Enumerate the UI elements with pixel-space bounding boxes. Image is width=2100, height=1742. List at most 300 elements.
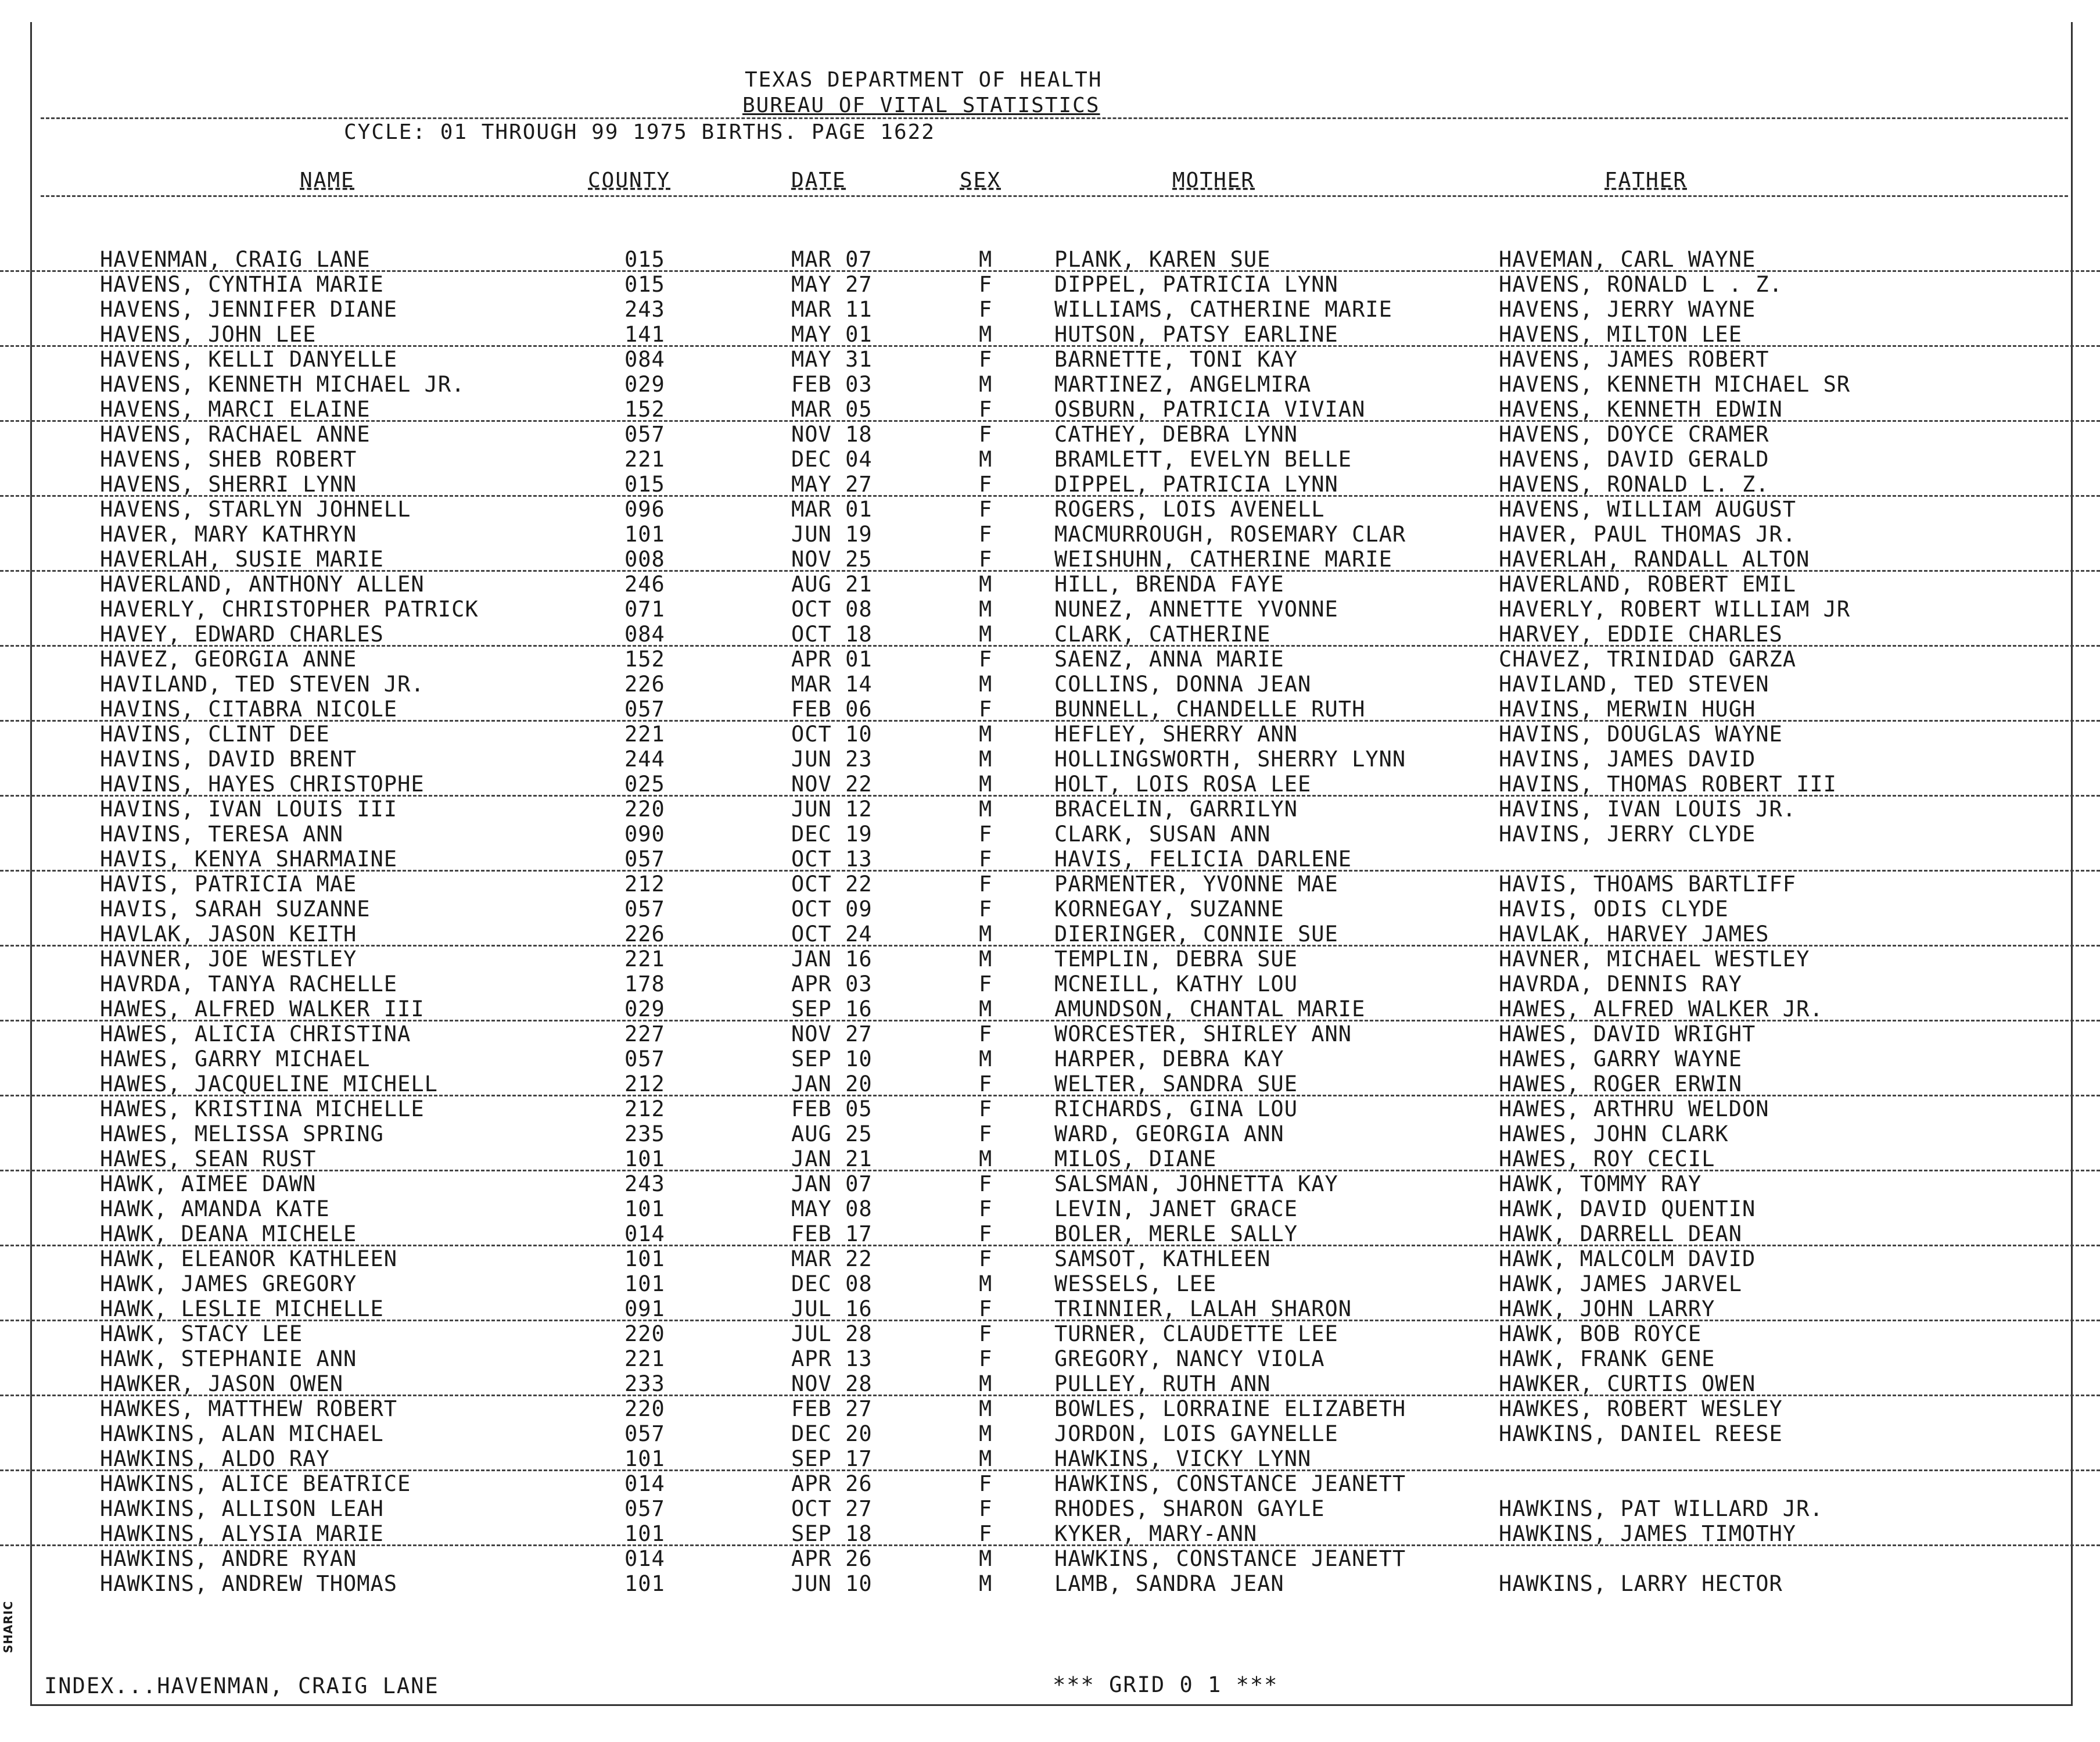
record-row bbox=[0, 997, 2100, 1021]
record-father: HARVEY, EDDIE CHARLES bbox=[1499, 622, 1783, 647]
header-rule bbox=[41, 117, 2068, 119]
record-row bbox=[0, 447, 2100, 472]
record-name: HAWKINS, ANDRE RYAN bbox=[100, 1546, 357, 1571]
record-date: APR 01 bbox=[791, 647, 873, 672]
record-name: HAWK, DEANA MICHELE bbox=[100, 1221, 357, 1246]
record-father: HAWES, ROY CECIL bbox=[1499, 1146, 1715, 1171]
record-name: HAWK, JAMES GREGORY bbox=[100, 1271, 357, 1296]
record-father: HAVENS, JERRY WAYNE bbox=[1499, 297, 1756, 322]
record-sex: F bbox=[979, 872, 993, 897]
record-father: HAVILAND, TED STEVEN bbox=[1499, 672, 1769, 697]
record-name: HAVIS, SARAH SUZANNE bbox=[100, 897, 371, 922]
record-name: HAVERLY, CHRISTOPHER PATRICK bbox=[100, 597, 479, 622]
record-date: FEB 05 bbox=[791, 1096, 873, 1121]
record-sex: F bbox=[979, 1496, 993, 1521]
record-date: OCT 13 bbox=[791, 847, 873, 872]
record-father: HAVINS, MERWIN HUGH bbox=[1499, 697, 1756, 722]
record-county: 221 bbox=[624, 1346, 665, 1371]
column-header-rule bbox=[41, 195, 2068, 197]
record-mother: AMUNDSON, CHANTAL MARIE bbox=[1054, 997, 1366, 1021]
record-county: 226 bbox=[624, 922, 665, 947]
record-sex: F bbox=[979, 272, 993, 297]
record-father: HAVINS, JAMES DAVID bbox=[1499, 747, 1756, 772]
col-header-mother: MOTHER bbox=[1172, 169, 1255, 192]
record-row bbox=[0, 622, 2100, 647]
record-county: 152 bbox=[624, 647, 665, 672]
record-father: HAWK, TOMMY RAY bbox=[1499, 1171, 1702, 1196]
record-date: JUN 23 bbox=[791, 747, 873, 772]
record-sex: M bbox=[979, 747, 993, 772]
record-mother: TURNER, CLAUDETTE LEE bbox=[1054, 1321, 1338, 1346]
record-name: HAVIS, PATRICIA MAE bbox=[100, 872, 357, 897]
record-sex: F bbox=[979, 1196, 993, 1221]
record-sex: F bbox=[979, 972, 993, 997]
record-father: HAWK, FRANK GENE bbox=[1499, 1346, 1715, 1371]
record-sex: F bbox=[979, 397, 993, 422]
record-name: HAWES, SEAN RUST bbox=[100, 1146, 317, 1171]
record-sex: M bbox=[979, 1446, 993, 1471]
record-county: 084 bbox=[624, 622, 665, 647]
record-name: HAVIS, KENYA SHARMAINE bbox=[100, 847, 398, 872]
record-row bbox=[0, 272, 2100, 297]
record-father: HAWKINS, PAT WILLARD JR. bbox=[1499, 1496, 1823, 1521]
record-mother: SAENZ, ANNA MARIE bbox=[1054, 647, 1284, 672]
record-county: 212 bbox=[624, 872, 665, 897]
record-date: JUN 19 bbox=[791, 522, 873, 547]
record-date: AUG 21 bbox=[791, 572, 873, 597]
record-mother: SAMSOT, KATHLEEN bbox=[1054, 1246, 1271, 1271]
record-row bbox=[0, 1246, 2100, 1271]
record-date: OCT 18 bbox=[791, 622, 873, 647]
record-county: 220 bbox=[624, 1396, 665, 1421]
record-name: HAVENS, STARLYN JOHNELL bbox=[100, 497, 411, 522]
record-county: 057 bbox=[624, 697, 665, 722]
record-date: MAY 31 bbox=[791, 347, 873, 372]
record-county: 057 bbox=[624, 847, 665, 872]
record-row bbox=[0, 422, 2100, 447]
record-mother: DIPPEL, PATRICIA LYNN bbox=[1054, 272, 1338, 297]
record-name: HAWK, STEPHANIE ANN bbox=[100, 1346, 357, 1371]
record-row bbox=[0, 1296, 2100, 1321]
record-county: 057 bbox=[624, 1421, 665, 1446]
record-father: HAVIS, ODIS CLYDE bbox=[1499, 897, 1729, 922]
record-county: 227 bbox=[624, 1021, 665, 1046]
record-father: HAVINS, JERRY CLYDE bbox=[1499, 822, 1756, 847]
record-father: HAWK, JAMES JARVEL bbox=[1499, 1271, 1742, 1296]
record-father: HAVENS, WILLIAM AUGUST bbox=[1499, 497, 1797, 522]
record-date: OCT 22 bbox=[791, 872, 873, 897]
record-mother: HUTSON, PATSY EARLINE bbox=[1054, 322, 1338, 347]
record-row bbox=[0, 947, 2100, 972]
record-father: HAWES, JOHN CLARK bbox=[1499, 1121, 1729, 1146]
record-father: CHAVEZ, TRINIDAD GARZA bbox=[1499, 647, 1797, 672]
record-county: 015 bbox=[624, 272, 665, 297]
bureau-title: BUREAU OF VITAL STATISTICS bbox=[742, 94, 1100, 117]
record-date: SEP 10 bbox=[791, 1046, 873, 1071]
record-father: HAWK, JOHN LARRY bbox=[1499, 1296, 1715, 1321]
record-mother: DIPPEL, PATRICIA LYNN bbox=[1054, 472, 1338, 497]
record-row bbox=[0, 547, 2100, 572]
record-sex: M bbox=[979, 1571, 993, 1596]
record-row bbox=[0, 1571, 2100, 1596]
record-name: HAVINS, CITABRA NICOLE bbox=[100, 697, 398, 722]
record-father: HAVERLY, ROBERT WILLIAM JR bbox=[1499, 597, 1851, 622]
record-sex: M bbox=[979, 247, 993, 272]
record-county: 101 bbox=[624, 1196, 665, 1221]
record-father: HAVNER, MICHAEL WESTLEY bbox=[1499, 947, 1810, 972]
record-date: MAR 05 bbox=[791, 397, 873, 422]
record-row bbox=[0, 972, 2100, 997]
record-row bbox=[0, 1046, 2100, 1071]
record-father: HAVENS, KENNETH MICHAEL SR bbox=[1499, 372, 1851, 397]
record-sex: F bbox=[979, 1246, 993, 1271]
record-name: HAWES, ALFRED WALKER III bbox=[100, 997, 425, 1021]
record-county: 015 bbox=[624, 472, 665, 497]
record-name: HAWK, STACY LEE bbox=[100, 1321, 303, 1346]
record-county: 152 bbox=[624, 397, 665, 422]
record-mother: WELTER, SANDRA SUE bbox=[1054, 1071, 1298, 1096]
record-row bbox=[0, 1396, 2100, 1421]
record-county: 243 bbox=[624, 297, 665, 322]
record-name: HAWK, AMANDA KATE bbox=[100, 1196, 330, 1221]
col-header-county: COUNTY bbox=[588, 169, 671, 192]
record-father: HAWES, ALFRED WALKER JR. bbox=[1499, 997, 1823, 1021]
record-sex: F bbox=[979, 1296, 993, 1321]
col-header-father: FATHER bbox=[1604, 169, 1688, 192]
record-name: HAVENS, KENNETH MICHAEL JR. bbox=[100, 372, 465, 397]
record-county: 071 bbox=[624, 597, 665, 622]
record-sex: F bbox=[979, 647, 993, 672]
record-row bbox=[0, 247, 2100, 272]
record-name: HAVERLAH, SUSIE MARIE bbox=[100, 547, 384, 572]
record-row bbox=[0, 847, 2100, 872]
record-county: 057 bbox=[624, 897, 665, 922]
record-row bbox=[0, 1446, 2100, 1471]
record-mother: TEMPLIN, DEBRA SUE bbox=[1054, 947, 1298, 972]
record-father: HAVEMAN, CARL WAYNE bbox=[1499, 247, 1756, 272]
record-name: HAWKINS, ALDO RAY bbox=[100, 1446, 330, 1471]
record-row bbox=[0, 297, 2100, 322]
record-father: HAWES, ROGER ERWIN bbox=[1499, 1071, 1742, 1096]
record-sex: F bbox=[979, 1021, 993, 1046]
record-date: NOV 27 bbox=[791, 1021, 873, 1046]
record-sex: M bbox=[979, 772, 993, 797]
record-name: HAVENS, JENNIFER DIANE bbox=[100, 297, 398, 322]
record-county: 246 bbox=[624, 572, 665, 597]
record-name: HAVINS, HAYES CHRISTOPHE bbox=[100, 772, 425, 797]
record-row bbox=[0, 497, 2100, 522]
record-date: NOV 28 bbox=[791, 1371, 873, 1396]
record-mother: KYKER, MARY-ANN bbox=[1054, 1521, 1258, 1546]
record-date: NOV 22 bbox=[791, 772, 873, 797]
record-sex: M bbox=[979, 1146, 993, 1171]
record-county: 014 bbox=[624, 1471, 665, 1496]
record-name: HAWKES, MATTHEW ROBERT bbox=[100, 1396, 398, 1421]
record-sex: F bbox=[979, 472, 993, 497]
record-name: HAWES, JACQUELINE MICHELL bbox=[100, 1071, 438, 1096]
record-sex: F bbox=[979, 422, 993, 447]
record-date: JUN 10 bbox=[791, 1571, 873, 1596]
record-county: 096 bbox=[624, 497, 665, 522]
record-date: OCT 08 bbox=[791, 597, 873, 622]
record-row bbox=[0, 1346, 2100, 1371]
record-mother: BUNNELL, CHANDELLE RUTH bbox=[1054, 697, 1366, 722]
record-father: HAVINS, IVAN LOUIS JR. bbox=[1499, 797, 1797, 822]
record-county: 057 bbox=[624, 1496, 665, 1521]
record-row bbox=[0, 1271, 2100, 1296]
record-father: HAWES, ARTHRU WELDON bbox=[1499, 1096, 1769, 1121]
record-row bbox=[0, 722, 2100, 747]
record-father: HAWKES, ROBERT WESLEY bbox=[1499, 1396, 1783, 1421]
record-date: NOV 18 bbox=[791, 422, 873, 447]
record-father: HAVIS, THOAMS BARTLIFF bbox=[1499, 872, 1797, 897]
record-sex: M bbox=[979, 447, 993, 472]
record-name: HAVINS, IVAN LOUIS III bbox=[100, 797, 398, 822]
record-row bbox=[0, 822, 2100, 847]
record-mother: COLLINS, DONNA JEAN bbox=[1054, 672, 1312, 697]
record-sex: F bbox=[979, 1071, 993, 1096]
record-row bbox=[0, 797, 2100, 822]
record-name: HAVNER, JOE WESTLEY bbox=[100, 947, 357, 972]
record-county: 244 bbox=[624, 747, 665, 772]
record-sex: M bbox=[979, 372, 993, 397]
record-sex: M bbox=[979, 672, 993, 697]
record-row bbox=[0, 1471, 2100, 1496]
record-date: JUN 12 bbox=[791, 797, 873, 822]
record-sex: M bbox=[979, 622, 993, 647]
record-sex: M bbox=[979, 1371, 993, 1396]
record-mother: OSBURN, PATRICIA VIVIAN bbox=[1054, 397, 1366, 422]
record-father: HAVENS, DOYCE CRAMER bbox=[1499, 422, 1769, 447]
record-mother: SALSMAN, JOHNETTA KAY bbox=[1054, 1171, 1338, 1196]
record-date: JAN 20 bbox=[791, 1071, 873, 1096]
record-name: HAVENS, KELLI DANYELLE bbox=[100, 347, 398, 372]
record-mother: HAVIS, FELICIA DARLENE bbox=[1054, 847, 1352, 872]
record-mother: BOWLES, LORRAINE ELIZABETH bbox=[1054, 1396, 1406, 1421]
record-date: FEB 06 bbox=[791, 697, 873, 722]
record-date: OCT 24 bbox=[791, 922, 873, 947]
record-sex: F bbox=[979, 1171, 993, 1196]
record-county: 014 bbox=[624, 1546, 665, 1571]
record-county: 015 bbox=[624, 247, 665, 272]
record-date: DEC 08 bbox=[791, 1271, 873, 1296]
record-county: 212 bbox=[624, 1096, 665, 1121]
record-name: HAWKINS, ALYSIA MARIE bbox=[100, 1521, 384, 1546]
record-mother: BRAMLETT, EVELYN BELLE bbox=[1054, 447, 1352, 472]
record-sex: M bbox=[979, 322, 993, 347]
record-row bbox=[0, 522, 2100, 547]
record-name: HAVINS, CLINT DEE bbox=[100, 722, 330, 747]
record-father: HAVENS, KENNETH EDWIN bbox=[1499, 397, 1783, 422]
record-county: 221 bbox=[624, 447, 665, 472]
record-name: HAWKINS, ALAN MICHAEL bbox=[100, 1421, 384, 1446]
record-father: HAVENS, JAMES ROBERT bbox=[1499, 347, 1769, 372]
record-mother: WEISHUHN, CATHERINE MARIE bbox=[1054, 547, 1392, 572]
record-sex: F bbox=[979, 847, 993, 872]
record-county: 091 bbox=[624, 1296, 665, 1321]
record-sex: F bbox=[979, 347, 993, 372]
record-mother: PLANK, KAREN SUE bbox=[1054, 247, 1271, 272]
record-father: HAVENS, RONALD L. Z. bbox=[1499, 472, 1769, 497]
record-name: HAWKINS, ANDREW THOMAS bbox=[100, 1571, 398, 1596]
record-name: HAVERLAND, ANTHONY ALLEN bbox=[100, 572, 425, 597]
record-name: HAVENMAN, CRAIG LANE bbox=[100, 247, 371, 272]
agency-title: TEXAS DEPARTMENT OF HEALTH bbox=[745, 68, 1103, 92]
record-row bbox=[0, 322, 2100, 347]
record-name: HAVENS, MARCI ELAINE bbox=[100, 397, 371, 422]
record-mother: MARTINEZ, ANGELMIRA bbox=[1054, 372, 1312, 397]
record-sex: M bbox=[979, 597, 993, 622]
record-county: 014 bbox=[624, 1221, 665, 1246]
record-father: HAVENS, MILTON LEE bbox=[1499, 322, 1742, 347]
record-sex: F bbox=[979, 1321, 993, 1346]
record-name: HAVENS, RACHAEL ANNE bbox=[100, 422, 371, 447]
record-county: 057 bbox=[624, 422, 665, 447]
record-father: HAWK, DARRELL DEAN bbox=[1499, 1221, 1742, 1246]
record-date: JUL 16 bbox=[791, 1296, 873, 1321]
record-mother: CLARK, SUSAN ANN bbox=[1054, 822, 1271, 847]
record-date: MAR 11 bbox=[791, 297, 873, 322]
record-county: 220 bbox=[624, 1321, 665, 1346]
record-name: HAWK, AIMEE DAWN bbox=[100, 1171, 317, 1196]
record-row bbox=[0, 872, 2100, 897]
record-county: 141 bbox=[624, 322, 665, 347]
record-name: HAWKINS, ALICE BEATRICE bbox=[100, 1471, 411, 1496]
record-date: SEP 16 bbox=[791, 997, 873, 1021]
record-sex: M bbox=[979, 922, 993, 947]
record-sex: F bbox=[979, 297, 993, 322]
record-county: 101 bbox=[624, 1446, 665, 1471]
record-date: JAN 21 bbox=[791, 1146, 873, 1171]
record-mother: WARD, GEORGIA ANN bbox=[1054, 1121, 1284, 1146]
record-date: SEP 17 bbox=[791, 1446, 873, 1471]
record-mother: BOLER, MERLE SALLY bbox=[1054, 1221, 1298, 1246]
record-row bbox=[0, 1146, 2100, 1171]
record-date: MAR 14 bbox=[791, 672, 873, 697]
record-county: 233 bbox=[624, 1371, 665, 1396]
record-name: HAVER, MARY KATHRYN bbox=[100, 522, 357, 547]
record-name: HAVILAND, TED STEVEN JR. bbox=[100, 672, 425, 697]
record-name: HAVEZ, GEORGIA ANNE bbox=[100, 647, 357, 672]
record-mother: ROGERS, LOIS AVENELL bbox=[1054, 497, 1325, 522]
record-row bbox=[0, 347, 2100, 372]
record-date: MAR 07 bbox=[791, 247, 873, 272]
record-father: HAWES, GARRY WAYNE bbox=[1499, 1046, 1742, 1071]
record-sex: F bbox=[979, 1121, 993, 1146]
record-father: HAVER, PAUL THOMAS JR. bbox=[1499, 522, 1797, 547]
record-county: 101 bbox=[624, 1146, 665, 1171]
record-mother: LEVIN, JANET GRACE bbox=[1054, 1196, 1298, 1221]
record-row bbox=[0, 1221, 2100, 1246]
record-mother: RHODES, SHARON GAYLE bbox=[1054, 1496, 1325, 1521]
record-sex: M bbox=[979, 797, 993, 822]
record-father: HAWES, DAVID WRIGHT bbox=[1499, 1021, 1756, 1046]
record-date: FEB 27 bbox=[791, 1396, 873, 1421]
record-sex: M bbox=[979, 1546, 993, 1571]
record-county: 057 bbox=[624, 1046, 665, 1071]
record-date: DEC 20 bbox=[791, 1421, 873, 1446]
record-mother: WILLIAMS, CATHERINE MARIE bbox=[1054, 297, 1392, 322]
record-name: HAWES, MELISSA SPRING bbox=[100, 1121, 384, 1146]
record-sex: F bbox=[979, 897, 993, 922]
record-date: MAY 27 bbox=[791, 272, 873, 297]
record-father: HAVRDA, DENNIS RAY bbox=[1499, 972, 1742, 997]
record-row bbox=[0, 672, 2100, 697]
record-name: HAWK, ELEANOR KATHLEEN bbox=[100, 1246, 398, 1271]
record-mother: RICHARDS, GINA LOU bbox=[1054, 1096, 1298, 1121]
record-date: OCT 27 bbox=[791, 1496, 873, 1521]
footer-grid: *** GRID 0 1 *** bbox=[1053, 1672, 1279, 1697]
record-row bbox=[0, 372, 2100, 397]
record-date: APR 26 bbox=[791, 1471, 873, 1496]
record-row bbox=[0, 1371, 2100, 1396]
record-row bbox=[0, 1521, 2100, 1546]
record-date: JUL 28 bbox=[791, 1321, 873, 1346]
record-row bbox=[0, 1196, 2100, 1221]
record-mother: HAWKINS, CONSTANCE JEANETT bbox=[1054, 1546, 1406, 1571]
record-county: 101 bbox=[624, 1271, 665, 1296]
record-sex: M bbox=[979, 997, 993, 1021]
record-sex: F bbox=[979, 497, 993, 522]
record-row bbox=[0, 1171, 2100, 1196]
record-date: MAR 01 bbox=[791, 497, 873, 522]
record-mother: HOLLINGSWORTH, SHERRY LYNN bbox=[1054, 747, 1406, 772]
record-mother: MILOS, DIANE bbox=[1054, 1146, 1217, 1171]
footer-index: INDEX...HAVENMAN, CRAIG LANE bbox=[44, 1673, 439, 1698]
col-header-name: NAME bbox=[300, 169, 355, 192]
record-sex: M bbox=[979, 1046, 993, 1071]
record-mother: BARNETTE, TONI KAY bbox=[1054, 347, 1298, 372]
record-father: HAVENS, DAVID GERALD bbox=[1499, 447, 1769, 472]
record-name: HAWES, ALICIA CHRISTINA bbox=[100, 1021, 411, 1046]
record-county: 221 bbox=[624, 947, 665, 972]
record-county: 243 bbox=[624, 1171, 665, 1196]
record-sex: F bbox=[979, 1521, 993, 1546]
record-row bbox=[0, 1071, 2100, 1096]
record-date: APR 13 bbox=[791, 1346, 873, 1371]
record-row bbox=[0, 1096, 2100, 1121]
record-county: 084 bbox=[624, 347, 665, 372]
record-sex: F bbox=[979, 1221, 993, 1246]
record-mother: LAMB, SANDRA JEAN bbox=[1054, 1571, 1284, 1596]
record-mother: CLARK, CATHERINE bbox=[1054, 622, 1271, 647]
record-county: 101 bbox=[624, 1521, 665, 1546]
record-row bbox=[0, 1546, 2100, 1571]
record-date: DEC 19 bbox=[791, 822, 873, 847]
record-date: FEB 17 bbox=[791, 1221, 873, 1246]
record-date: SEP 18 bbox=[791, 1521, 873, 1546]
record-row bbox=[0, 1496, 2100, 1521]
record-row bbox=[0, 472, 2100, 497]
record-name: HAVENS, CYNTHIA MARIE bbox=[100, 272, 384, 297]
record-mother: HARPER, DEBRA KAY bbox=[1054, 1046, 1284, 1071]
record-father: HAVLAK, HARVEY JAMES bbox=[1499, 922, 1769, 947]
record-date: NOV 25 bbox=[791, 547, 873, 572]
record-sex: M bbox=[979, 947, 993, 972]
record-row bbox=[0, 597, 2100, 622]
record-row bbox=[0, 772, 2100, 797]
record-county: 178 bbox=[624, 972, 665, 997]
record-county: 212 bbox=[624, 1071, 665, 1096]
record-county: 220 bbox=[624, 797, 665, 822]
record-sex: F bbox=[979, 1096, 993, 1121]
record-row bbox=[0, 572, 2100, 597]
record-mother: HOLT, LOIS ROSA LEE bbox=[1054, 772, 1312, 797]
record-father: HAVINS, DOUGLAS WAYNE bbox=[1499, 722, 1783, 747]
record-mother: HAWKINS, CONSTANCE JEANETT bbox=[1054, 1471, 1406, 1496]
record-father: HAWK, BOB ROYCE bbox=[1499, 1321, 1702, 1346]
record-mother: PULLEY, RUTH ANN bbox=[1054, 1371, 1271, 1396]
